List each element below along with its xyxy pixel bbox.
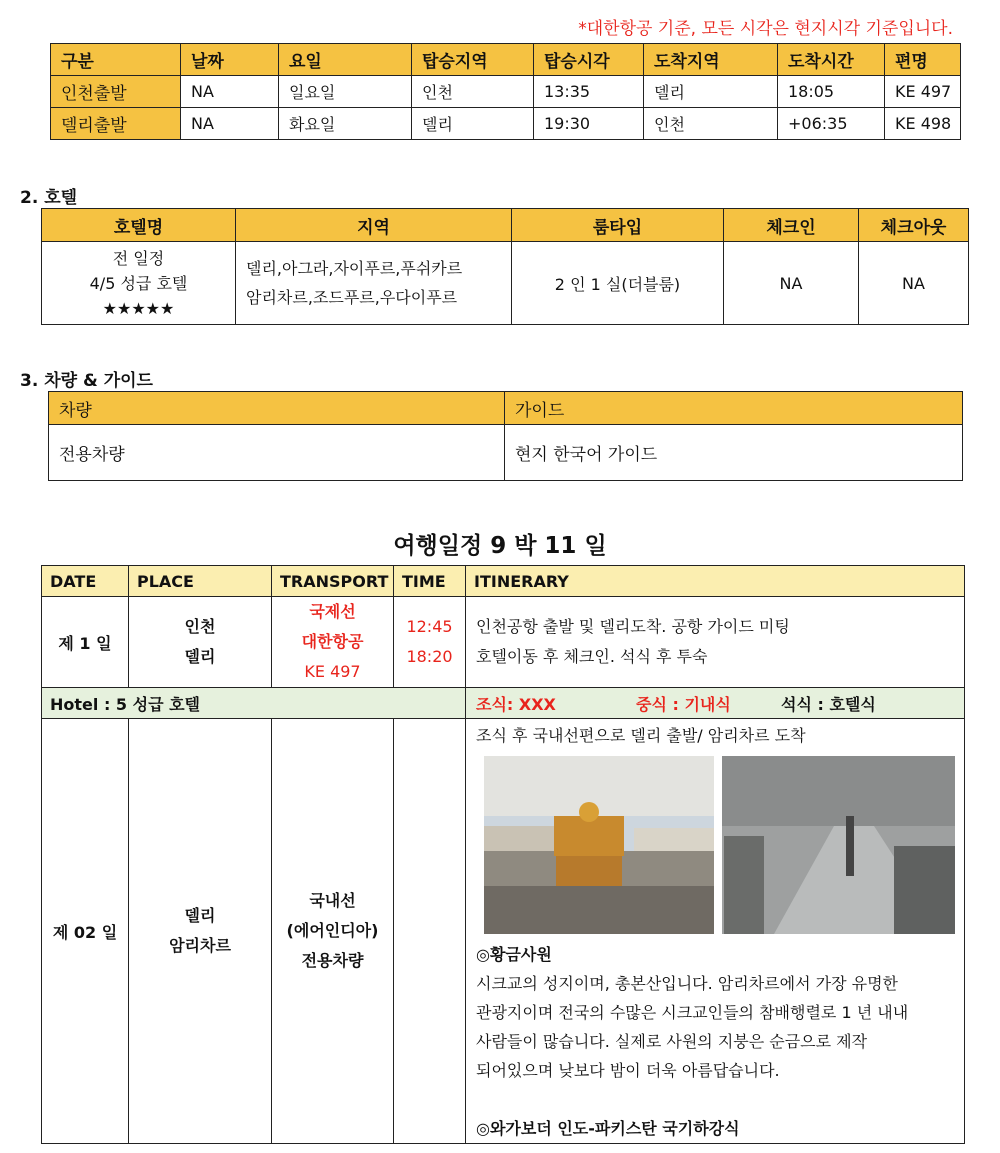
flight-cell: 화요일 xyxy=(279,108,412,140)
sight1-desc-line: 관광지이며 전국의 수많은 시크교인들의 참배행렬로 1 년 내내 xyxy=(476,1003,909,1022)
hotel-section-title: 2. 호텔 xyxy=(20,188,78,208)
vehicle-table xyxy=(48,391,963,481)
day1-itinerary xyxy=(466,597,965,688)
vehicle-section-title: 3. 차량 & 가이드 xyxy=(20,371,153,391)
spacer xyxy=(466,1085,964,1114)
flight-cell: 18:05 xyxy=(778,76,885,108)
itinerary-header-row xyxy=(42,566,965,597)
hotel-header-row xyxy=(42,209,969,242)
hotel-area-cell xyxy=(236,242,512,325)
guide-cell: 현지 한국어 가이드 xyxy=(505,425,963,481)
lunch: 중식 : 기내식 xyxy=(636,694,731,714)
sight2-title: ◎와가보더 인도-파키스탄 국기하강식 xyxy=(476,1119,740,1138)
header-date: 날짜 xyxy=(181,44,279,76)
flight-cell: 13:35 xyxy=(534,76,644,108)
day2-itinerary xyxy=(466,719,965,1144)
golden-temple-photo xyxy=(484,756,714,934)
day2-transport xyxy=(272,719,394,1144)
day1-hotel-row xyxy=(42,688,965,719)
day1-row xyxy=(42,597,965,688)
flight-row-label: 인천출발 xyxy=(51,76,181,108)
vehicle-cell: 전용차량 xyxy=(49,425,505,481)
day1-place xyxy=(129,597,272,688)
header-departure-place: 탑승지역 xyxy=(412,44,534,76)
day2-photos xyxy=(474,756,955,934)
flight-cell: 인천 xyxy=(644,108,778,140)
header-room-type: 룸타입 xyxy=(512,209,724,242)
timezone-note: *대한항공 기준, 모든 시각은 현지시각 기준입니다. xyxy=(578,19,953,39)
header-area: 지역 xyxy=(236,209,512,242)
itinerary-line: 인천공항 출발 및 델리도착. 공항 가이드 미팅 xyxy=(476,617,790,636)
itinerary-title: 여행일정 9 박 11 일 xyxy=(393,533,607,559)
place-line: 델리 xyxy=(184,906,216,925)
header-place: PLACE xyxy=(129,566,272,597)
check-in-cell: NA xyxy=(724,242,859,325)
place-line: 델리 xyxy=(184,647,216,666)
flight-cell: +06:35 xyxy=(778,108,885,140)
header-guide: 가이드 xyxy=(505,392,963,425)
header-date: DATE xyxy=(42,566,129,597)
itinerary-line: 호텔이동 후 체크인. 석식 후 투숙 xyxy=(476,647,708,666)
header-vehicle: 차량 xyxy=(49,392,505,425)
transport-line: (에어인디아) xyxy=(286,921,379,940)
place-line: 인천 xyxy=(184,617,216,636)
transport-line: 국내선 xyxy=(309,891,356,910)
flight-cell: 델리 xyxy=(644,76,778,108)
hotel-name-line: 전 일정 xyxy=(112,248,165,268)
header-time: TIME xyxy=(394,566,466,597)
day2-date: 제 02 일 xyxy=(42,719,129,1144)
header-arrival-place: 도착지역 xyxy=(644,44,778,76)
flight-cell: 19:30 xyxy=(534,108,644,140)
flight-cell: NA xyxy=(181,76,279,108)
photo-strip xyxy=(474,756,955,934)
header-category: 구분 xyxy=(51,44,181,76)
place-line: 암리차르 xyxy=(169,936,231,955)
header-check-out: 체크아웃 xyxy=(859,209,969,242)
table-row xyxy=(49,425,963,481)
header-departure-time: 탑승시각 xyxy=(534,44,644,76)
room-type-cell: 2 인 1 실(더블룸) xyxy=(512,242,724,325)
flight-cell: 인천 xyxy=(412,76,534,108)
flight-cell: KE 498 xyxy=(885,108,961,140)
day2-intro: 조식 후 국내선편으로 델리 출발/ 암리차르 도착 xyxy=(476,726,806,745)
transport-line: KE 497 xyxy=(304,662,361,681)
sight1-desc-line: 시크교의 성지이며, 총본산입니다. 암리차르에서 가장 유명한 xyxy=(476,974,899,993)
day2-row xyxy=(42,719,965,1144)
header-weekday: 요일 xyxy=(279,44,412,76)
day2-time xyxy=(394,719,466,1144)
flight-cell: 델리 xyxy=(412,108,534,140)
breakfast: 조식: XXX xyxy=(476,694,556,714)
flight-cell: 일요일 xyxy=(279,76,412,108)
star-rating: ★★★★★ xyxy=(102,298,175,318)
day2-place xyxy=(129,719,272,1144)
flight-row-label: 델리출발 xyxy=(51,108,181,140)
header-check-in: 체크인 xyxy=(724,209,859,242)
flight-cell: NA xyxy=(181,108,279,140)
check-out-cell: NA xyxy=(859,242,969,325)
sight1-title: ◎황금사원 xyxy=(476,945,552,964)
day1-time xyxy=(394,597,466,688)
hotel-table xyxy=(41,208,969,325)
dinner: 석식 : 호텔식 xyxy=(781,694,876,714)
area-line: 암리차르,조드푸르,우다이푸르 xyxy=(246,288,458,307)
hotel-grade: 4/5 성급 호텔 xyxy=(89,273,188,293)
vehicle-header-row xyxy=(49,392,963,425)
time-line: 12:45 xyxy=(406,617,453,636)
table-row xyxy=(51,76,961,108)
flight-table xyxy=(50,43,961,140)
header-hotel-name: 호텔명 xyxy=(42,209,236,242)
sight1-desc-line: 되어있으며 낮보다 밤이 더욱 아름답습니다. xyxy=(476,1061,780,1080)
day1-hotel: Hotel : 5 성급 호텔 xyxy=(42,688,466,719)
flight-cell: KE 497 xyxy=(885,76,961,108)
header-transport: TRANSPORT xyxy=(272,566,394,597)
wagah-border-photo xyxy=(722,756,955,934)
time-line: 18:20 xyxy=(406,647,453,666)
day1-date: 제 1 일 xyxy=(42,597,129,688)
area-line: 델리,아그라,자이푸르,푸쉬카르 xyxy=(246,259,463,278)
transport-line: 국제선 xyxy=(309,602,356,621)
transport-line: 대한항공 xyxy=(301,632,364,651)
header-itinerary: ITINERARY xyxy=(466,566,965,597)
day1-transport xyxy=(272,597,394,688)
day1-meals xyxy=(466,688,965,719)
transport-line: 전용차량 xyxy=(301,951,364,970)
flight-header-row xyxy=(51,44,961,76)
sight1-desc-line: 사람들이 많습니다. 실제로 사원의 지붕은 순금으로 제작 xyxy=(476,1032,868,1051)
header-arrival-time: 도착시간 xyxy=(778,44,885,76)
header-flight-no: 편명 xyxy=(885,44,961,76)
hotel-name-cell xyxy=(42,242,236,325)
itinerary-table xyxy=(41,565,965,1144)
table-row xyxy=(42,242,969,325)
table-row xyxy=(51,108,961,140)
